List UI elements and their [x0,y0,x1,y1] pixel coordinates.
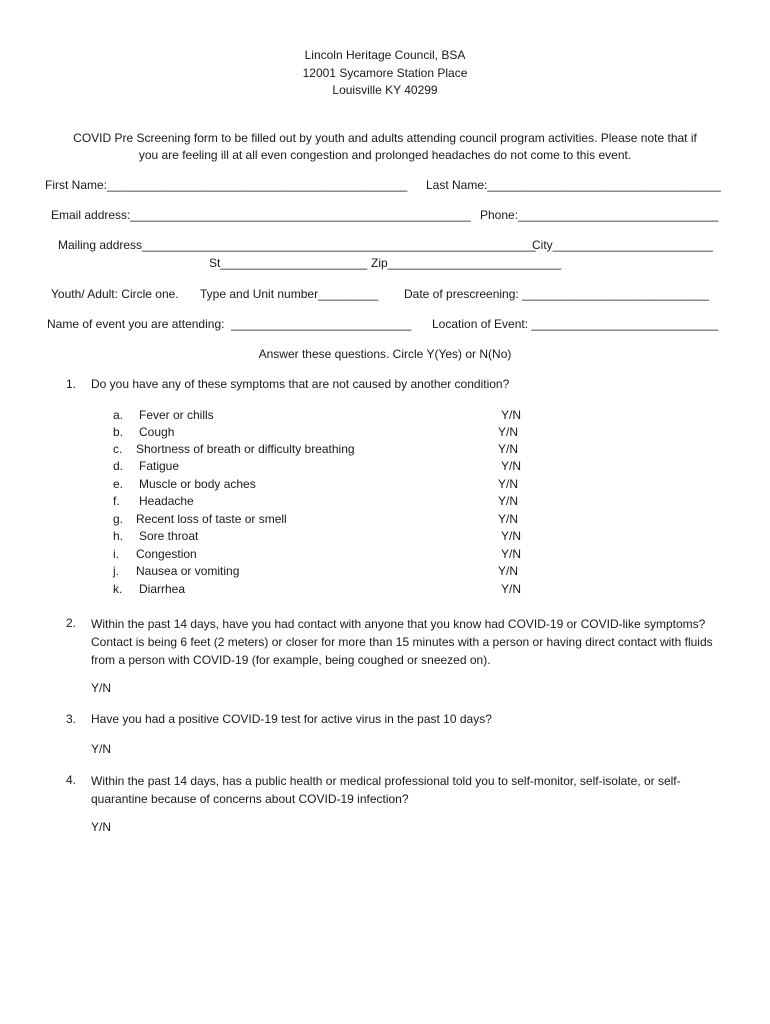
question-answer[interactable]: Y/N [91,742,112,756]
symptom-answer[interactable]: Y/N [501,529,522,543]
org-street: 12001 Sycamore Station Place [302,66,468,80]
symptom-letter: e. [113,477,124,491]
question-text: Have you had a positive COVID-19 test for active virus in the past 10 days? [91,712,492,726]
symptom-letter: g. [113,512,124,526]
symptom-label: Cough [139,425,175,439]
question-number: 1. [66,377,77,391]
symptom-answer[interactable]: Y/N [501,582,522,596]
symptom-label: Recent loss of taste or smell [136,512,287,526]
symptom-label: Congestion [136,547,197,561]
zip-field[interactable]: Zip__________________________ [371,256,562,270]
symptom-answer[interactable]: Y/N [498,564,519,578]
date-prescreening-field[interactable]: Date of prescreening: ____________________________ [404,287,709,301]
symptom-letter: b. [113,425,124,439]
question-number: 3. [66,712,77,726]
instructions: Answer these questions. Circle Y(Yes) or N(No) [258,347,512,361]
event-name-field[interactable]: Name of event you are attending: ___________________________ [47,317,412,331]
city-field[interactable]: City________________________ [532,238,713,252]
symptom-label: Sore throat [139,529,199,543]
last-name-field[interactable]: Last Name:___________________________________ [426,178,721,192]
question-number: 4. [66,773,77,787]
youth-adult-label: Youth/ Adult: Circle one. [51,287,179,301]
intro-line-2: you are feeling ill at all even congestion and prolonged headaches do not come to this event. [138,148,632,162]
symptom-label: Diarrhea [139,582,186,596]
symptom-answer[interactable]: Y/N [498,442,519,456]
question-text: Do you have any of these symptoms that are not caused by another condition? [91,377,510,391]
question-number: 2. [66,616,77,630]
event-location-field[interactable]: Location of Event: ____________________________ [432,317,719,331]
symptom-answer[interactable]: Y/N [501,408,522,422]
unit-field[interactable]: Type and Unit number_________ [200,287,379,301]
symptom-letter: d. [113,459,124,473]
symptom-label: Fatigue [139,459,180,473]
symptom-letter: j. [113,564,119,578]
org-name: Lincoln Heritage Council, BSA [304,48,466,62]
symptom-label: Shortness of breath or difficulty breathing [136,442,355,456]
symptom-answer[interactable]: Y/N [501,459,522,473]
symptom-answer[interactable]: Y/N [498,477,519,491]
question-text: Within the past 14 days, has a public health or medical professional told you to self-monitor, self-isolate, or self-quarantine because of concerns about COVID-19 infection? [91,774,681,806]
symptom-letter: c. [113,442,123,456]
question-answer[interactable]: Y/N [91,681,112,695]
symptom-label: Nausea or vomiting [136,564,240,578]
email-field[interactable]: Email address:___________________________________________________ [51,208,471,222]
mailing-address-field[interactable]: Mailing address___________________________________________________________ [58,238,536,252]
symptom-label: Headache [139,494,194,508]
symptom-letter: h. [113,529,124,543]
question-answer[interactable]: Y/N [91,820,112,834]
symptom-answer[interactable]: Y/N [498,425,519,439]
symptom-letter: k. [113,582,123,596]
symptom-label: Fever or chills [139,408,214,422]
symptom-answer[interactable]: Y/N [501,547,522,561]
symptom-letter: i. [113,547,119,561]
symptom-label: Muscle or body aches [139,477,256,491]
first-name-field[interactable]: First Name:_____________________________________________ [45,178,408,192]
phone-field[interactable]: Phone:______________________________ [480,208,719,222]
state-field[interactable]: St______________________ [209,256,368,270]
symptom-letter: a. [113,408,124,422]
symptom-letter: f. [113,494,120,508]
symptom-answer[interactable]: Y/N [498,512,519,526]
symptom-answer[interactable]: Y/N [498,494,519,508]
question-text: Within the past 14 days, have you had contact with anyone that you know had COVID-19 or COVID-like symptoms? Contact is being 6 feet (2 meters) or closer for more than 15 minutes with a person or having direct contact with fluids from a person with COVID-19 (for example, being coughed or sneezed on). [91,617,713,667]
intro-line-1: COVID Pre Screening form to be filled out by youth and adults attending council program activities. Please note that if [73,131,697,145]
org-city: Louisville KY 40299 [332,83,438,97]
